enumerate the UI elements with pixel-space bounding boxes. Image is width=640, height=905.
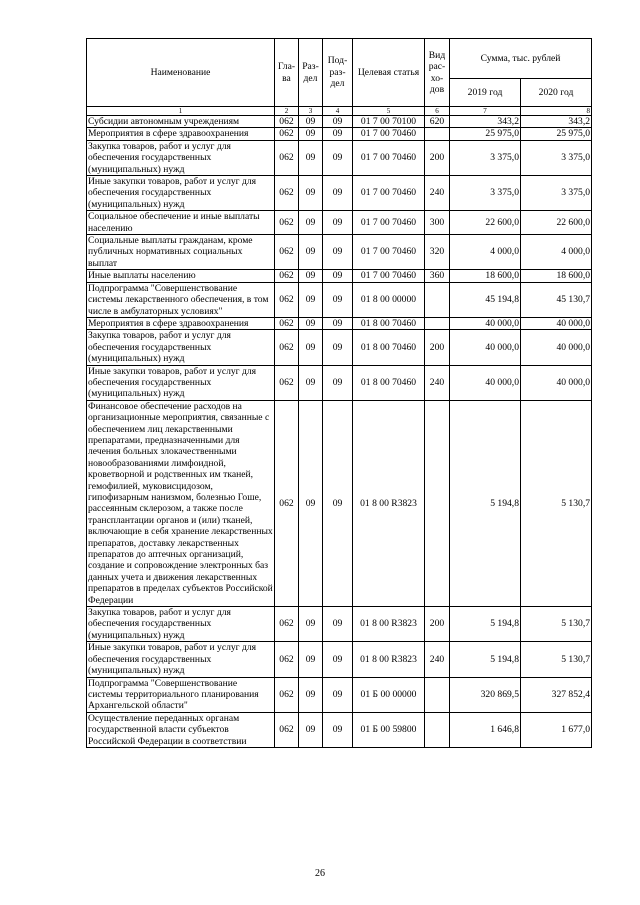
row-sum-2020: 327 852,4 <box>521 677 592 712</box>
row-subsection: 09 <box>323 400 353 606</box>
row-target: 01 Б 00 59800 <box>353 712 425 747</box>
row-section: 09 <box>299 330 323 365</box>
row-sum-2019: 40 000,0 <box>450 365 521 400</box>
row-expense-type: 320 <box>425 235 450 270</box>
header-section: Раз-дел <box>299 39 323 107</box>
row-expense-type: 240 <box>425 365 450 400</box>
row-target: 01 8 00 00000 <box>353 282 425 317</box>
row-name: Иные выплаты населению <box>87 270 275 282</box>
row-sum-2020: 5 130,7 <box>521 642 592 677</box>
row-target: 01 7 00 70460 <box>353 128 425 140</box>
budget-table <box>86 38 592 748</box>
table-row <box>87 211 592 235</box>
row-section: 09 <box>299 270 323 282</box>
row-sum-2019: 25 975,0 <box>450 128 521 140</box>
row-chapter: 062 <box>275 211 299 235</box>
table-row <box>87 365 592 400</box>
row-section: 09 <box>299 712 323 747</box>
row-chapter: 062 <box>275 642 299 677</box>
row-target: 01 7 00 70460 <box>353 176 425 211</box>
row-expense-type: 300 <box>425 211 450 235</box>
row-section: 09 <box>299 317 323 329</box>
header-name: Наименование <box>87 39 275 107</box>
row-subsection: 09 <box>323 211 353 235</box>
row-sum-2019: 40 000,0 <box>450 317 521 329</box>
row-subsection: 09 <box>323 317 353 329</box>
row-sum-2020: 3 375,0 <box>521 176 592 211</box>
row-subsection: 09 <box>323 712 353 747</box>
row-sum-2020: 40 000,0 <box>521 365 592 400</box>
row-target: 01 7 00 70460 <box>353 235 425 270</box>
row-chapter: 062 <box>275 400 299 606</box>
row-target: 01 7 00 70460 <box>353 211 425 235</box>
row-name: Закупка товаров, работ и услуг для обеспечения государственных (муниципальных) нужд <box>87 330 275 365</box>
table-row <box>87 235 592 270</box>
row-sum-2019: 5 194,8 <box>450 642 521 677</box>
header-year-2020: 2020 год <box>521 79 592 107</box>
column-number: 1 <box>87 107 275 116</box>
row-sum-2019: 3 375,0 <box>450 140 521 175</box>
row-section: 09 <box>299 140 323 175</box>
row-expense-type: 620 <box>425 116 450 128</box>
row-sum-2019: 320 869,5 <box>450 677 521 712</box>
row-sum-2019: 45 194,8 <box>450 282 521 317</box>
table-row <box>87 282 592 317</box>
row-subsection: 09 <box>323 140 353 175</box>
row-subsection: 09 <box>323 642 353 677</box>
row-target: 01 8 00 R3823 <box>353 642 425 677</box>
row-subsection: 09 <box>323 607 353 642</box>
column-number: 3 <box>299 107 323 116</box>
row-sum-2020: 4 000,0 <box>521 235 592 270</box>
row-expense-type <box>425 317 450 329</box>
row-sum-2020: 25 975,0 <box>521 128 592 140</box>
header-sum: Сумма, тыс. рублей <box>450 39 592 79</box>
row-target: 01 Б 00 00000 <box>353 677 425 712</box>
row-sum-2020: 3 375,0 <box>521 140 592 175</box>
row-chapter: 062 <box>275 677 299 712</box>
row-sum-2020: 40 000,0 <box>521 330 592 365</box>
table-row <box>87 677 592 712</box>
row-name: Мероприятия в сфере здравоохранения <box>87 317 275 329</box>
row-chapter: 062 <box>275 235 299 270</box>
row-sum-2020: 40 000,0 <box>521 317 592 329</box>
row-section: 09 <box>299 211 323 235</box>
row-target: 01 8 00 70460 <box>353 365 425 400</box>
row-section: 09 <box>299 116 323 128</box>
table-row <box>87 400 592 606</box>
row-sum-2020: 5 130,7 <box>521 607 592 642</box>
column-number: 6 <box>425 107 450 116</box>
row-sum-2019: 22 600,0 <box>450 211 521 235</box>
row-chapter: 062 <box>275 176 299 211</box>
row-sum-2020: 5 130,7 <box>521 400 592 606</box>
row-target: 01 8 00 R3823 <box>353 607 425 642</box>
row-name: Закупка товаров, работ и услуг для обеспечения государственных (муниципальных) нужд <box>87 607 275 642</box>
row-target: 01 8 00 R3823 <box>353 400 425 606</box>
row-name: Закупка товаров, работ и услуг для обеспечения государственных (муниципальных) нужд <box>87 140 275 175</box>
row-sum-2019: 3 375,0 <box>450 176 521 211</box>
row-target: 01 8 00 70460 <box>353 330 425 365</box>
row-section: 09 <box>299 235 323 270</box>
row-expense-type: 200 <box>425 607 450 642</box>
row-sum-2019: 5 194,8 <box>450 607 521 642</box>
row-section: 09 <box>299 400 323 606</box>
row-chapter: 062 <box>275 128 299 140</box>
row-sum-2020: 343,2 <box>521 116 592 128</box>
table-row <box>87 116 592 128</box>
table-row <box>87 176 592 211</box>
row-chapter: 062 <box>275 116 299 128</box>
row-name: Подпрограмма "Совершенствование системы лекарственного обеспечения, в том числе в амбулаторных условиях" <box>87 282 275 317</box>
table-row <box>87 607 592 642</box>
column-number: 7 <box>450 107 521 116</box>
row-chapter: 062 <box>275 712 299 747</box>
row-section: 09 <box>299 607 323 642</box>
row-name: Субсидии автономным учреждениям <box>87 116 275 128</box>
row-name: Мероприятия в сфере здравоохранения <box>87 128 275 140</box>
header-year-2019: 2019 год <box>450 79 521 107</box>
row-name: Иные закупки товаров, работ и услуг для обеспечения государственных (муниципальных) нужд <box>87 365 275 400</box>
row-subsection: 09 <box>323 330 353 365</box>
row-target: 01 7 00 70100 <box>353 116 425 128</box>
table-row <box>87 140 592 175</box>
header-target: Целевая статья <box>353 39 425 107</box>
row-name: Осуществление переданных органам государственной власти субъектов Российской Федерации в соответствии <box>87 712 275 747</box>
column-number: 8 <box>521 107 592 116</box>
row-subsection: 09 <box>323 235 353 270</box>
row-name: Социальные выплаты гражданам, кроме публичных нормативных социальных выплат <box>87 235 275 270</box>
row-subsection: 09 <box>323 677 353 712</box>
table-row <box>87 270 592 282</box>
table-row <box>87 712 592 747</box>
row-section: 09 <box>299 365 323 400</box>
row-subsection: 09 <box>323 176 353 211</box>
row-target: 01 7 00 70460 <box>353 140 425 175</box>
row-chapter: 062 <box>275 270 299 282</box>
row-expense-type <box>425 282 450 317</box>
row-expense-type: 360 <box>425 270 450 282</box>
row-section: 09 <box>299 677 323 712</box>
row-chapter: 062 <box>275 607 299 642</box>
row-expense-type: 200 <box>425 330 450 365</box>
row-section: 09 <box>299 176 323 211</box>
table-row <box>87 128 592 140</box>
row-chapter: 062 <box>275 282 299 317</box>
header-chapter: Гла-ва <box>275 39 299 107</box>
row-sum-2020: 22 600,0 <box>521 211 592 235</box>
column-number: 5 <box>353 107 425 116</box>
row-sum-2020: 45 130,7 <box>521 282 592 317</box>
row-chapter: 062 <box>275 317 299 329</box>
page-number: 26 <box>315 868 325 879</box>
row-expense-type <box>425 677 450 712</box>
header-expense-type: Вид рас-хо-дов <box>425 39 450 107</box>
row-sum-2019: 18 600,0 <box>450 270 521 282</box>
table-row <box>87 330 592 365</box>
row-section: 09 <box>299 642 323 677</box>
row-subsection: 09 <box>323 128 353 140</box>
row-sum-2019: 5 194,8 <box>450 400 521 606</box>
row-expense-type <box>425 712 450 747</box>
table-row <box>87 642 592 677</box>
row-name: Иные закупки товаров, работ и услуг для обеспечения государственных (муниципальных) нужд <box>87 176 275 211</box>
row-sum-2019: 343,2 <box>450 116 521 128</box>
row-target: 01 7 00 70460 <box>353 270 425 282</box>
row-sum-2020: 1 677,0 <box>521 712 592 747</box>
table-row <box>87 317 592 329</box>
row-name: Иные закупки товаров, работ и услуг для обеспечения государственных (муниципальных) нужд <box>87 642 275 677</box>
row-target: 01 8 00 70460 <box>353 317 425 329</box>
row-chapter: 062 <box>275 365 299 400</box>
row-subsection: 09 <box>323 282 353 317</box>
column-number: 4 <box>323 107 353 116</box>
row-sum-2020: 18 600,0 <box>521 270 592 282</box>
row-section: 09 <box>299 282 323 317</box>
row-chapter: 062 <box>275 140 299 175</box>
row-chapter: 062 <box>275 330 299 365</box>
header-subsection: Под-раз-дел <box>323 39 353 107</box>
column-number-row <box>87 107 592 116</box>
row-name: Социальное обеспечение и иные выплаты населению <box>87 211 275 235</box>
row-subsection: 09 <box>323 365 353 400</box>
row-expense-type: 240 <box>425 176 450 211</box>
row-sum-2019: 40 000,0 <box>450 330 521 365</box>
row-subsection: 09 <box>323 116 353 128</box>
row-expense-type <box>425 128 450 140</box>
column-number: 2 <box>275 107 299 116</box>
row-expense-type <box>425 400 450 606</box>
row-sum-2019: 1 646,8 <box>450 712 521 747</box>
row-subsection: 09 <box>323 270 353 282</box>
row-sum-2019: 4 000,0 <box>450 235 521 270</box>
row-name: Финансовое обеспечение расходов на организационные мероприятия, связанные с обеспечением лиц лекарственными препаратами, предназначенными для лечения больных злокачественными новообразованиями лимфоидной, кроветворной и родственных им тканей, гемофилией, муковисцидозом, гипофизарным нанизмом, болезнью Гоше, рассеянным склерозом, а также после трансплантации органов и (или) тканей, включающие в себя хранение лекарственных препаратов, доставку лекарственных препаратов до аптечных организаций, создание и сопровождение электронных баз данных учета и движения лекарственных препаратов в пределах субъектов Российской Федерации <box>88 400 273 606</box>
row-expense-type: 200 <box>425 140 450 175</box>
row-name: Подпрограмма "Совершенствование системы территориального планирования Архангельской области" <box>87 677 275 712</box>
row-expense-type: 240 <box>425 642 450 677</box>
row-section: 09 <box>299 128 323 140</box>
